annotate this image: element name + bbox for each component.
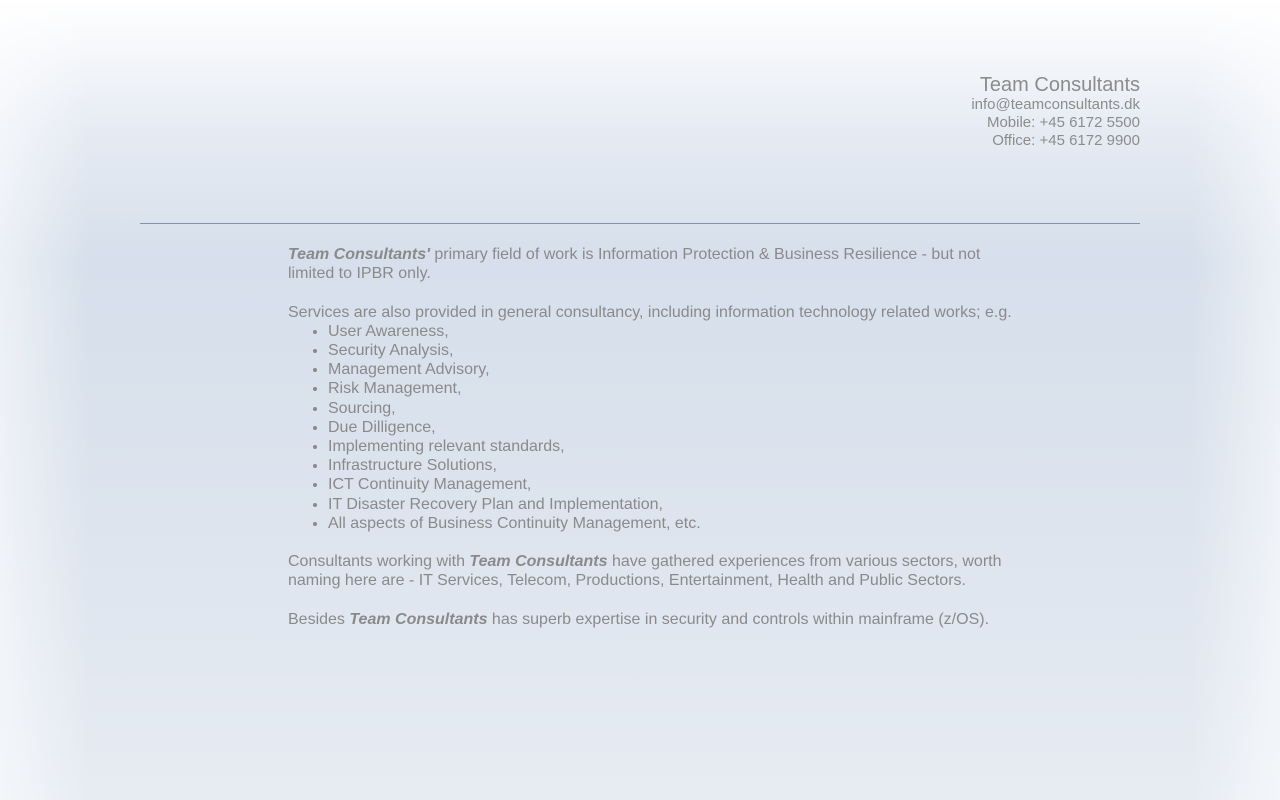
list-item: • Implementing relevant standards,: [328, 437, 1028, 456]
list-item: • User Awareness,: [328, 322, 1028, 341]
list-item: • All aspects of Business Continuity Management, etc.: [328, 514, 1028, 533]
email-address: info@teamconsultants.dk: [971, 96, 1140, 113]
brand-name: Team Consultants: [469, 553, 608, 571]
brand-name: Team Consultants': [288, 246, 430, 263]
list-item: • Due Dilligence,: [328, 418, 1028, 437]
list-item: • Management Advisory,: [328, 360, 1028, 379]
contact-block: [971, 74, 1140, 150]
mainframe-text-after: has superb expertise in security and controls within mainframe (z/OS).: [487, 610, 990, 628]
main-content: [288, 245, 1028, 648]
mainframe-text-before: Besides: [288, 610, 350, 628]
list-item: • Sourcing,: [328, 399, 1028, 418]
list-item: • Risk Management,: [328, 379, 1028, 398]
header-divider: [140, 223, 1140, 224]
experience-paragraph: [288, 552, 1028, 590]
experience-text-after: have gathered experiences from various sectors, worth naming here are - IT Services, Telecom, Productions, Entertainment, Health and Public Sectors.: [288, 553, 1002, 590]
office-phone: Office: +45 6172 9900: [992, 132, 1140, 149]
company-name: Team Consultants: [979, 74, 1140, 96]
mobile-phone: Mobile: +45 6172 5500: [986, 114, 1140, 131]
list-item: • Infrastructure Solutions,: [328, 456, 1028, 475]
services-list: [288, 322, 1028, 533]
list-item: • Security Analysis,: [328, 341, 1028, 360]
list-item: • IT Disaster Recovery Plan and Implementation,: [328, 495, 1028, 514]
mainframe-paragraph: [288, 610, 1028, 629]
page-header: [140, 0, 1140, 223]
intro-text: primary field of work is Information Protection & Business Resilience - but not limited to IPBR only.: [288, 246, 981, 283]
experience-text-before: Consultants working with: [288, 553, 470, 571]
brand-name: Team Consultants: [349, 610, 488, 628]
list-item: • ICT Continuity Management,: [328, 475, 1028, 494]
intro-paragraph: [288, 245, 1028, 283]
services-intro: Services are also provided in general consultancy, including information technology related works; e.g.: [288, 303, 1012, 321]
